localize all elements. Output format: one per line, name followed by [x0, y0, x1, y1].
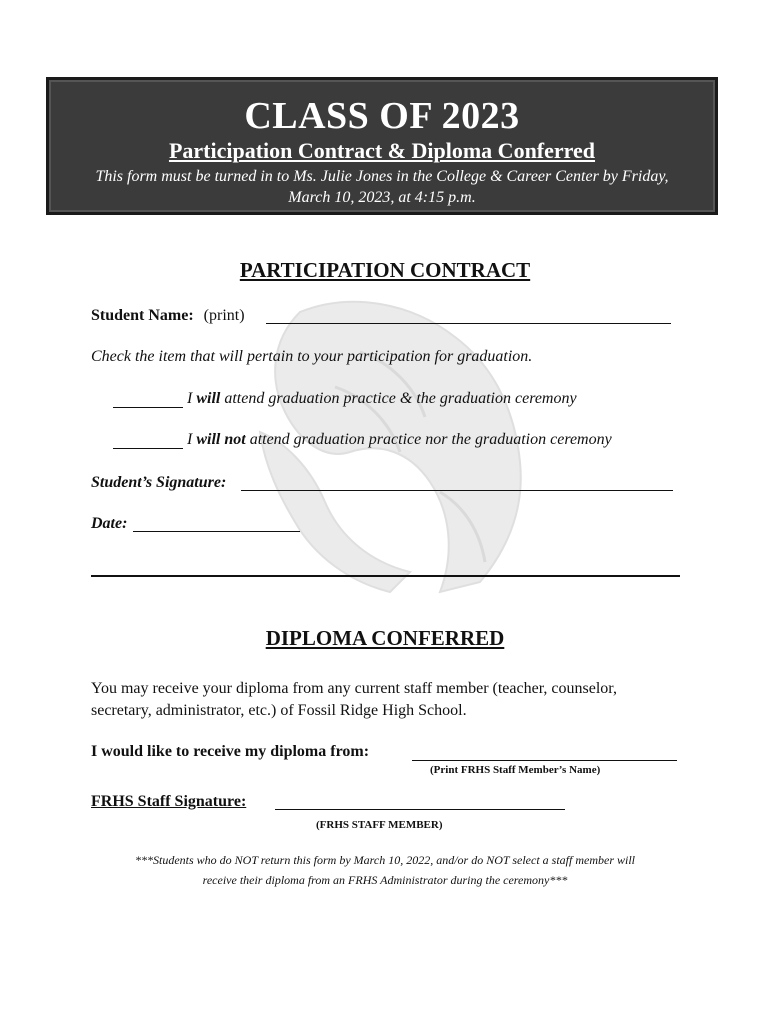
footer-note-line-2: receive their diploma from an FRHS Administrator during the ceremony***: [202, 873, 568, 887]
option-will-not-attend-label: [187, 431, 612, 449]
submission-note-line-1: This form must be turned in to Ms. Julie Jones in the College & Career Center by Friday,: [95, 168, 669, 185]
participation-instruction: Check the item that will pertain to your participation for graduation.: [91, 348, 533, 365]
staff-member-name-field[interactable]: [412, 760, 677, 761]
receive-diploma-label: I would like to receive my diploma from:: [91, 743, 370, 760]
footer-note-line-1: ***Students who do NOT return this form by March 10, 2022, and/or do NOT select a staff member will: [134, 853, 635, 867]
option-will-not-attend-text: attend graduation practice nor the graduation ceremony: [245, 431, 612, 448]
participation-heading: PARTICIPATION CONTRACT: [239, 258, 531, 282]
date-field[interactable]: [133, 531, 300, 532]
submission-note-line-2: March 10, 2023, at 4:15 p.m.: [288, 189, 476, 206]
student-name-print-hint: (print): [203, 307, 245, 324]
student-signature-label: Student’s Signature:: [91, 474, 227, 491]
date-label: Date:: [91, 515, 128, 532]
staff-member-name-caption: (Print FRHS Staff Member’s Name): [430, 764, 601, 776]
form-title: CLASS OF 2023: [244, 95, 520, 137]
staff-signature-field[interactable]: [275, 809, 565, 810]
student-name-row: [91, 307, 245, 325]
option-will-attend-text: attend graduation practice & the graduation ceremony: [220, 390, 577, 407]
diploma-body-line-1: You may receive your diploma from any current staff member (teacher, counselor,: [91, 680, 617, 697]
diploma-heading: DIPLOMA CONFERRED: [265, 626, 505, 650]
option-will-attend-checkbox[interactable]: [113, 407, 183, 408]
header-banner: [46, 77, 718, 215]
footer-note: [80, 850, 690, 890]
student-name-label: Student Name:: [91, 307, 194, 324]
section-divider: [91, 575, 680, 577]
option-will-not-attend-emphasis: will not: [196, 431, 246, 448]
submission-note: [63, 166, 701, 208]
option-will-attend-emphasis: will: [196, 390, 221, 407]
option-will-attend-label: [187, 390, 577, 408]
option-will-not-attend-prefix: I: [187, 431, 197, 448]
staff-signature-caption: (FRHS STAFF MEMBER): [316, 819, 443, 831]
option-will-attend-prefix: I: [187, 390, 197, 407]
option-will-not-attend-checkbox[interactable]: [113, 448, 183, 449]
staff-signature-label: FRHS Staff Signature:: [91, 793, 247, 810]
student-name-field[interactable]: [266, 323, 671, 324]
student-signature-field[interactable]: [241, 490, 673, 491]
form-subtitle: Participation Contract & Diploma Conferred: [168, 138, 596, 163]
diploma-body-line-2: secretary, administrator, etc.) of Fossil Ridge High School.: [91, 702, 467, 719]
